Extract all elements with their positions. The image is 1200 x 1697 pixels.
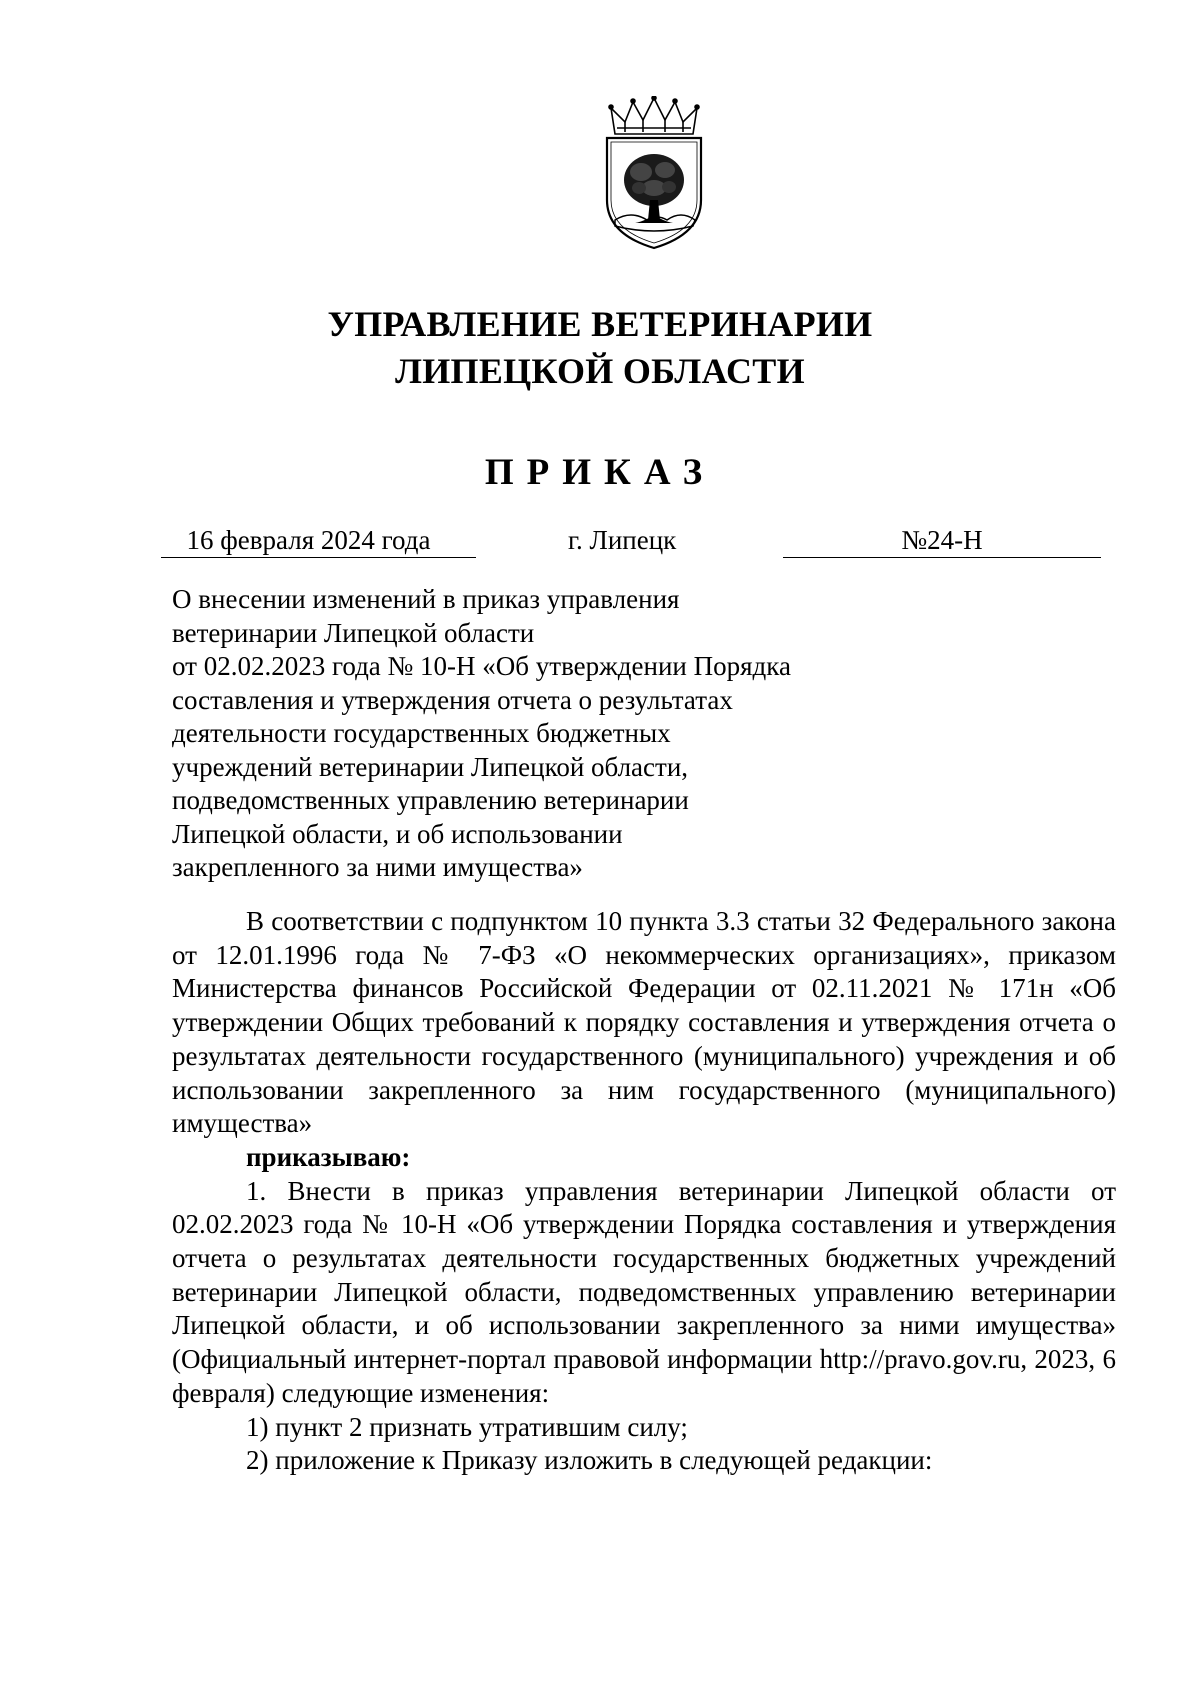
lipetsk-oblast-coat-of-arms-icon (601, 96, 707, 250)
subitem-2: 2) приложение к Приказу изложить в следующей редакции: (246, 1445, 933, 1476)
organization-name-line2: ЛИПЕЦКОЙ ОБЛАСТИ (395, 351, 805, 391)
document-type-title: ПРИКАЗ (484, 452, 716, 493)
subject-line: ветеринарии Липецкой области (172, 617, 535, 648)
order-date: 16 февраля 2024 года (161, 523, 476, 558)
subject-line: деятельности государственных бюджетных (172, 718, 671, 748)
subject-line: от 02.02.2023 года № 10-Н «Об утверждении Порядка (172, 651, 791, 681)
crown-icon (609, 96, 699, 134)
subject-line: Липецкой области, и об использовании (172, 818, 623, 849)
subitem-1: 1) пункт 2 признать утратившим силу; (246, 1411, 688, 1442)
order-directive: приказываю: (246, 1141, 411, 1172)
order-number: №24-Н (783, 523, 1101, 558)
subject-line: подведомственных управлению ветеринарии (172, 785, 689, 815)
order-body (172, 905, 1116, 1478)
organization-name-line1: УПРАВЛЕНИЕ ВЕТЕРИНАРИИ (327, 304, 873, 344)
subject-line: О внесении изменений в приказ управления (172, 584, 680, 614)
item-1-paragraph: 1. Внести в приказ управления ветеринарии Липецкой области от 02.02.2023 года № 10-Н «Об утверждении Порядка составления и утверждения отчета о результатах деятельности государственных бюджетных учреждений ветеринарии Липецкой области, подведомственных управлению ветеринарии Липецкой области, и об использовании закрепленного за ними имущества» (Официальный интернет-портал правовой информации http://pravo.gov.ru, 2023, 6 февраля) следующие изменения: (172, 1175, 1116, 1408)
oak-tree-icon (624, 154, 684, 223)
subject-line: закрепленного за ними имущества» (172, 852, 583, 882)
preamble-paragraph: В соответствии с подпунктом 10 пункта 3.3 статьи 32 Федерального закона от 12.01.1996 года № 7-ФЗ «О некоммерческих организациях», приказом Министерства финансов Российской Федерации от 02.11.2021 № 171н «Об утверждении Общих требований к порядку составления и утверждения отчета о результатах деятельности государственного (муниципального) учреждения и об использовании закрепленного за ним государственного (муниципального) имущества» (172, 906, 1116, 1139)
subject-line: учреждений ветеринарии Липецкой области, (172, 751, 689, 782)
order-city: г. Липецк (568, 525, 677, 555)
subject-line: составления и утверждения отчета о результатах (172, 684, 733, 715)
order-subject (172, 583, 872, 885)
